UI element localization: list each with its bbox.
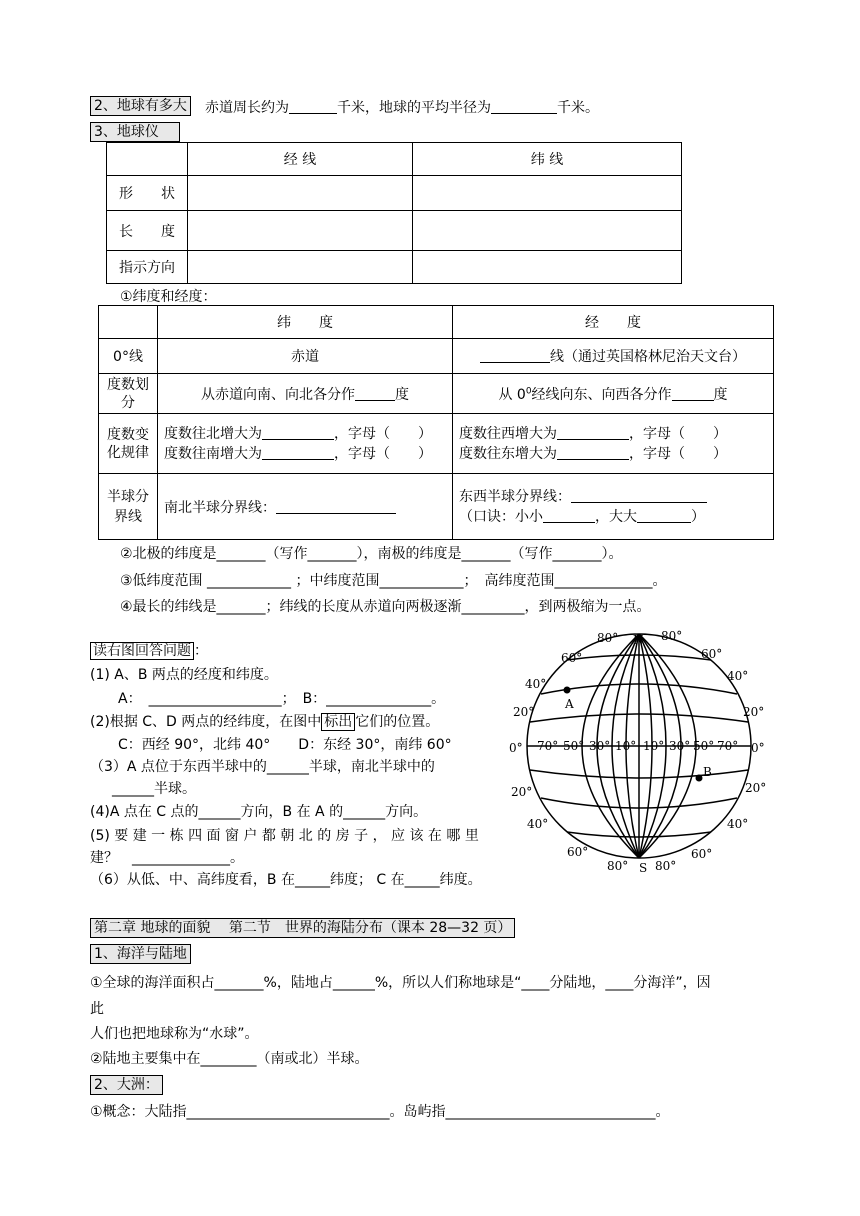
prime-meridian-text: 线（通过英国格林尼治天文台） xyxy=(550,349,746,365)
lon-label-1: 70° xyxy=(537,739,559,753)
question-2-polar-latitude: ②北极的纬度是_______（写作_______），南极的纬度是_______（写作_______）。 xyxy=(120,546,623,562)
label-north: N xyxy=(633,633,644,647)
ew-hemisphere-text: 东西半球分界线： xyxy=(459,488,571,505)
right-lat-40n: 40° xyxy=(727,669,749,683)
section-3-heading: 3、地球仪 xyxy=(90,122,180,142)
lon-division-text-b: 经线向东、向西各分作 xyxy=(531,386,672,403)
bottom-label-4: 60° xyxy=(691,847,713,861)
length-latitude-cell[interactable] xyxy=(413,211,682,251)
lat-division-text: 从赤道向南、向北各分作 xyxy=(201,386,355,403)
bottom-label-2: 80° xyxy=(607,859,629,873)
right-lat-0: 0° xyxy=(751,741,765,755)
mnemonic-line xyxy=(459,507,767,527)
table1-row-direction: 指示方向 xyxy=(107,251,188,284)
bottom-label-1: 60° xyxy=(567,845,589,859)
right-lat-40s: 40° xyxy=(727,817,749,831)
read-q2-coords: C：西经 90°，北纬 40° D：东经 30°，南纬 60° xyxy=(118,737,452,753)
continent-island-definition: ①概念：大陆指_____________________________。岛屿指______________________________。 xyxy=(90,1104,670,1120)
top-label-4: 60° xyxy=(701,647,723,661)
lat-north-blank[interactable] xyxy=(262,425,334,440)
lat-south-line xyxy=(164,444,446,464)
ns-hemisphere-blank[interactable] xyxy=(276,499,396,514)
lon-label-7: 50° xyxy=(693,739,715,753)
table1-corner xyxy=(107,143,188,176)
mnemonic-blank-2[interactable] xyxy=(637,508,691,523)
label-a: A xyxy=(565,697,574,711)
section-2-heading: 2、地球有多大 xyxy=(90,96,191,116)
chapter-2-heading: 第二章 地球的面貌 第二节 世界的海陆分布（课本 28—32 页） xyxy=(90,918,515,938)
read-q2 xyxy=(90,711,439,731)
radius-blank[interactable] xyxy=(491,99,557,114)
ns-hemisphere-cell xyxy=(158,474,453,540)
lat-division-cell xyxy=(158,374,453,414)
lon-label-4: 10° xyxy=(615,739,637,753)
mnemonic-blank-1[interactable] xyxy=(543,508,595,523)
lon-west-blank[interactable] xyxy=(557,425,629,440)
water-planet-text: 人们也把地球称为“水球”。 xyxy=(90,1026,259,1042)
row-zero-line-label: 0°线 xyxy=(99,339,158,374)
read-heading-colon: ： xyxy=(194,643,208,659)
left-lat-0: 0° xyxy=(509,741,523,755)
lon-division-text-a: 从 $0^0$ xyxy=(498,385,532,403)
read-q6: （6）从低、中、高纬度看，B 在_____纬度； C 在_____纬度。 xyxy=(90,872,482,888)
lat-south-blank[interactable] xyxy=(262,445,334,460)
degree-sup: 0 xyxy=(525,385,532,396)
lat-north-letter: ，字母（ ） xyxy=(334,425,432,442)
globe-table xyxy=(106,142,682,284)
right-lat-20n: 20° xyxy=(743,705,765,719)
row-division-label: 度数划分 xyxy=(99,374,158,414)
earth-size-text-2: 千米，地球的平均半径为 xyxy=(337,100,491,116)
row-change-label: 度数变化规律 xyxy=(99,414,158,474)
lat-lon-table xyxy=(98,305,774,540)
direction-latitude-cell[interactable] xyxy=(413,251,682,284)
lat-north-line xyxy=(164,424,446,444)
left-lat-40n: 40° xyxy=(525,677,547,691)
lon-west-line xyxy=(459,424,767,444)
direction-longitude-cell[interactable] xyxy=(188,251,413,284)
point-a-marker xyxy=(564,687,571,694)
lon-east-blank[interactable] xyxy=(557,445,629,460)
row-hemisphere-label: 半球分界线 xyxy=(99,474,158,540)
ocean-land-p1-cont: 此 xyxy=(90,1001,104,1017)
lat-south-text: 度数往南增大为 xyxy=(164,445,262,462)
top-label-1: 80° xyxy=(597,631,619,645)
lon-change-cell xyxy=(453,414,774,474)
bottom-label-3: 80° xyxy=(655,859,677,873)
question-3-latitude-ranges: ③低纬度范围 ____________ ；中纬度范围____________； 高纬度范围______________。 xyxy=(120,573,667,589)
table2-header-longitude: 经 度 xyxy=(453,306,774,339)
table2-corner xyxy=(99,306,158,339)
lon-label-6: 30° xyxy=(669,739,691,753)
right-lat-20s: 20° xyxy=(745,781,767,795)
ew-hemisphere-blank[interactable] xyxy=(571,488,707,503)
lat-division-unit: 度 xyxy=(395,386,409,403)
question-4-longest-parallel: ④最长的纬线是_______；纬线的长度从赤道向两极逐渐_________，到两极缩为一点。 xyxy=(120,599,651,615)
label-b: B xyxy=(703,765,712,779)
lon-label-3: 30° xyxy=(589,739,611,753)
read-q1-answer: A： ___________________； B：_______________。 xyxy=(118,691,446,707)
lon-east-letter: ，字母（ ） xyxy=(629,445,727,462)
top-label-2: 60° xyxy=(561,651,583,665)
top-label-3: 80° xyxy=(661,629,683,643)
ew-hemisphere-cell xyxy=(453,474,774,540)
read-q1: (1) A、B 两点的经度和纬度。 xyxy=(90,667,278,683)
read-q3-cont: ______半球。 xyxy=(112,781,196,797)
lon-label-5: 10° xyxy=(643,739,665,753)
lat-change-cell xyxy=(158,414,453,474)
table1-row-shape: 形 状 xyxy=(107,176,188,211)
ocean-land-p1: ①全球的海洋面积占_______%，陆地占______%，所以人们称地球是“____分陆地，____分海洋”，因 xyxy=(90,975,711,991)
read-q2-text-a: (2)根据 C、D 两点的经纬度，在图中 xyxy=(90,714,322,730)
read-q5-cont: 建？ ______________。 xyxy=(90,850,244,866)
point-b-marker xyxy=(696,775,703,782)
sub-heading-lat-lon: ①纬度和经度： xyxy=(120,289,217,305)
table1-header-latitude: 纬 线 xyxy=(413,143,682,176)
lon-division-cell xyxy=(453,374,774,414)
mnemonic-text-a: （口诀：小小 xyxy=(459,508,543,525)
lat-south-letter: ，字母（ ） xyxy=(334,445,432,462)
mnemonic-text-b: ，大大 xyxy=(595,508,637,525)
globe-diagram xyxy=(505,628,775,878)
lon-division-blank[interactable] xyxy=(672,386,714,401)
zero-longitude-cell xyxy=(453,339,774,374)
ew-hemisphere-line xyxy=(459,487,767,507)
lon-west-letter: ，字母（ ） xyxy=(629,425,727,442)
read-q2-box: 标出 xyxy=(321,713,355,731)
ocean-land-heading: 1、海洋与陆地 xyxy=(90,944,191,964)
read-heading-line xyxy=(90,640,208,660)
read-q4: (4)A 点在 C 点的______方向，B 在 A 的______方向。 xyxy=(90,804,428,820)
lon-west-text: 度数往西增大为 xyxy=(459,425,557,442)
read-heading: 读右图回答问题 xyxy=(90,642,194,660)
lon-label-8: 70° xyxy=(717,739,739,753)
earth-size-text-1: 赤道周长约为 xyxy=(205,100,289,116)
read-q5: (5) 要 建 一 栋 四 面 窗 户 都 朝 北 的 房 子 ， 应 该 在 哪 里 xyxy=(90,828,479,844)
length-longitude-cell[interactable] xyxy=(188,211,413,251)
prime-meridian-blank[interactable] xyxy=(480,348,550,363)
lon-east-line xyxy=(459,444,767,464)
zero-latitude-cell: 赤道 xyxy=(158,339,453,374)
lon-east-text: 度数往东增大为 xyxy=(459,445,557,462)
land-hemisphere-question: ②陆地主要集中在________（南或北）半球。 xyxy=(90,1051,369,1067)
shape-latitude-cell[interactable] xyxy=(413,176,682,211)
earth-size-line xyxy=(205,97,599,117)
lon-label-2: 50° xyxy=(563,739,585,753)
shape-longitude-cell[interactable] xyxy=(188,176,413,211)
lon-division-unit: 度 xyxy=(713,386,728,403)
table1-header-longitude: 经 线 xyxy=(188,143,413,176)
table1-row-length: 长 度 xyxy=(107,211,188,251)
table2-header-latitude: 纬 度 xyxy=(158,306,453,339)
lat-north-text: 度数往北增大为 xyxy=(164,425,262,442)
ns-hemisphere-text: 南北半球分界线： xyxy=(164,499,276,516)
circumference-blank[interactable] xyxy=(289,99,337,114)
continents-heading: 2、大洲： xyxy=(90,1075,163,1095)
left-lat-20s: 20° xyxy=(511,785,533,799)
mnemonic-text-c: ） xyxy=(691,508,705,525)
earth-size-text-3: 千米。 xyxy=(557,100,599,116)
read-q2-text-b: 它们的位置。 xyxy=(355,714,440,730)
label-south: S xyxy=(639,861,648,875)
lat-division-blank[interactable] xyxy=(355,386,395,401)
read-q3: （3）A 点位于东西半球中的______半球，南北半球中的 xyxy=(90,759,435,775)
left-lat-20n: 20° xyxy=(513,705,535,719)
left-lat-40s: 40° xyxy=(527,817,549,831)
